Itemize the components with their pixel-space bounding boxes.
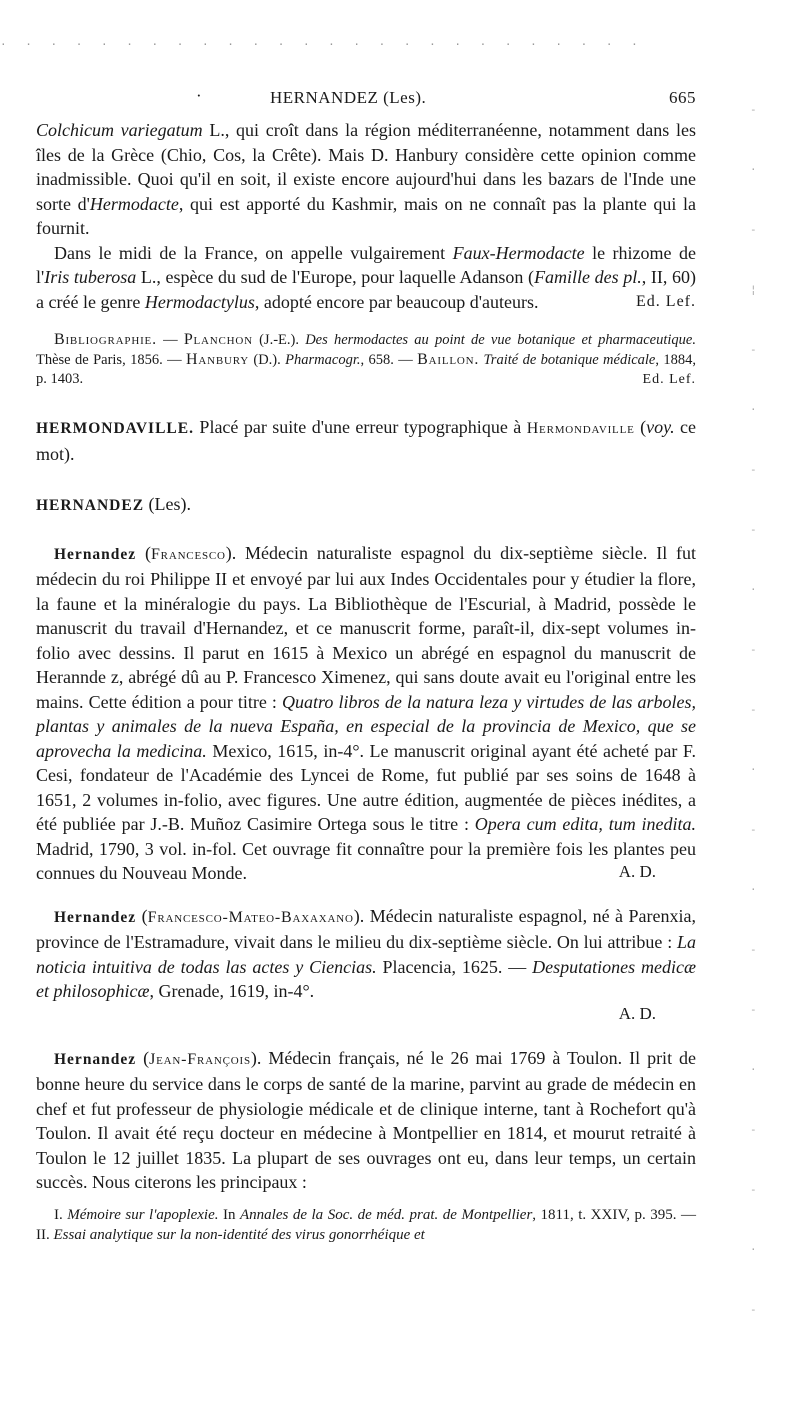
entry-hernandez-mateo [36, 904, 696, 1004]
text-run: Mexico, 1615, in-4°. Le manuscrit original ayant été acheté par F. Cesi, fondateur de l'Académie des Lyncei de Rome, fut publié par ses soins de 1648 à 1651, 2 volumes in-folio, avec figures. Une autre édition, augmentée de pièces inédites, a été publiée par J.-B. Muñoz Casimire Ortega sous le titre : [36, 740, 696, 834]
text-run: In [218, 1206, 241, 1223]
bibliography-jean-francois [36, 1205, 696, 1245]
text-run: L., espèce du sud de l'Europe, pour laquelle Adanson ( [136, 267, 535, 287]
scan-noise-top: · · · · · · · · · · · · · · · · · · · · · · · · · · [0, 38, 644, 51]
document-page [36, 88, 696, 1245]
text-run: , 1884, p. 1403. [36, 352, 697, 387]
heading-hernandez-les [36, 492, 696, 519]
text-run: Colchicum variegatum [36, 120, 203, 140]
text-run: Hernandez [54, 1050, 137, 1068]
text-run: Faux-Hermodacte [452, 242, 585, 263]
text-run: Des hermodactes au point de vue botanique et pharmaceutique. [305, 332, 696, 348]
page-number: 665 [669, 88, 696, 107]
text-run: Quatro libros de la natura leza y virtudes de las arboles, plantas y animales de la nueva España, en especial de la provincia de Mexico, que se aprovecha la medicina. [36, 691, 696, 761]
header-dot: · [196, 86, 203, 105]
text-run: , qui est apporté du Kashmir, mais on ne connaît pas la plante qui la fournit. [36, 193, 696, 238]
running-title: HERNANDEZ (Les). [270, 88, 427, 107]
text-run: Hermondaville [526, 420, 635, 437]
text-run: HERNANDEZ [36, 497, 145, 514]
text-run: Hernandez [54, 908, 137, 926]
text-run: Desputationes medicæ et philosophicæ [36, 956, 696, 1001]
text-run: Hermodacte [89, 193, 179, 214]
text-run: Mémoire sur l'apoplexie. [67, 1206, 219, 1223]
text-run: , 1811, t. XXIV, p. 395. — II. [36, 1206, 697, 1243]
text-run: Essai analytique sur la non-identité des virus gonorrhéique et [53, 1226, 425, 1243]
signature-ed-lef-biblio: Ed. Lef. [642, 372, 696, 387]
signature-a-d-1: A. D. [618, 861, 656, 881]
text-run: Thèse de Paris, 1856. — [36, 352, 186, 368]
text-run: ce mot). [36, 417, 697, 464]
text-run: ). Médecin naturaliste espagnol du dix-septième siècle. Il fut médecin du roi Philippe II et envoyé par lui aux Indes Occidentales pour y étudier la flore, la faune et la minéralogie du pays. La Bibliothèque de l'Escurial, à Madrid, possède le manuscrit du travail d'Hernandez, et ce manuscrit forme, paraît-il, dix-sept volumes in-folio avec dessins. Il parut en 1615 à Mexico un abrégé en espagnol du manuscrit de Herannde z, abrégé dû au P. Francesco Ximenez, qui sans doute avait eu l'original entre les mains. Cette édition a pour titre : [36, 542, 696, 712]
scan-noise-margin: - · - ¦ - · - - · - - · - · - - · - - · - [750, 103, 757, 1316]
text-run: Hermodactylus [144, 291, 255, 312]
text-run: — [156, 332, 184, 348]
text-run: ( [136, 905, 148, 926]
text-run: , 658. — [360, 352, 418, 368]
text-run: (D.). [249, 352, 286, 368]
running-header [36, 88, 696, 118]
text-run: I. [54, 1206, 68, 1223]
text-run: Iris tuberosa [44, 267, 137, 287]
paragraph-faux-hermodacte [36, 241, 696, 315]
bibliography-hermodacte [36, 330, 696, 389]
text-run: ). Médecin naturaliste espagnol, né à Parenxia, province de l'Estramadure, vivait dans le milieu du dix-septième siècle. On lui attribue : [36, 905, 696, 952]
text-run: Planchon [183, 331, 253, 348]
text-run: Pharmacogr. [285, 352, 361, 368]
text-run: ( [136, 542, 151, 563]
text-run: Francesco-Mateo-Baxaxano [147, 908, 354, 926]
text-run: Famille des pl. [534, 267, 642, 287]
text-run: Traité de botanique médicale [483, 352, 656, 368]
text-run: Bibliographie. [54, 331, 157, 348]
entry-hernandez-jean-francois [36, 1046, 696, 1195]
text-run: Baillon. [417, 351, 480, 368]
text-run: (Les). [144, 494, 192, 514]
text-run: L., qui croît dans la région méditerranéenne, notamment dans les îles de la Grèce (Chio, Cos, la Crête). Mais D. Hanbury considère cette opinion comme inadmissible. Quoi qu'il en soit, il existe encore aujourd'hui dans les bazars de l'Inde une sorte d' [36, 120, 696, 214]
text-run: Dans le midi de la France, on appelle vulgairement [54, 242, 453, 263]
text-run: , II, 60) a créé le genre [36, 267, 697, 312]
text-run: ( [634, 417, 647, 437]
text-run: , Grenade, 1619, in-4°. [149, 981, 315, 1001]
text-run: HERMONDAVILLE. [36, 420, 194, 437]
entry-hermondaville [36, 415, 696, 466]
entry-hernandez-francesco [36, 541, 696, 886]
text-run: Hernandez [54, 545, 137, 563]
text-run: voy. [646, 417, 675, 437]
paragraph-faux-hermodacte-text [36, 243, 696, 312]
paragraph-colchicum [36, 118, 696, 241]
text-run: Hanbury [186, 351, 249, 368]
text-run: Placencia, 1625. — [376, 956, 533, 977]
signature-a-d-2: A. D. [618, 1003, 656, 1023]
text-run: ( [136, 1047, 150, 1068]
bibliography-hermodacte-text [36, 332, 696, 387]
text-run: Madrid, 1790, 3 vol. in-fol. Cet ouvrage fit connaître pour la première fois les plantes peu connues du Nouveau Monde. [36, 838, 696, 883]
signature-ed-lef: Ed. Lef. [636, 292, 696, 310]
text-run: Placé par suite d'une erreur typographique à [193, 417, 527, 437]
text-run: , adopté encore par beaucoup d'auteurs. [254, 291, 539, 312]
text-run: Annales de la Soc. de méd. prat. de Montpellier [240, 1206, 533, 1223]
text-run: (J.-E.). [252, 332, 306, 348]
text-run: Francesco [150, 545, 226, 563]
text-run: Jean-François [149, 1050, 251, 1068]
text-run: Opera cum edita, tum inedita. [474, 814, 696, 834]
text-run: le rhizome de l' [36, 242, 696, 287]
text-run: La noticia intuitiva de todas las actes y Ciencias. [36, 932, 696, 977]
text-run: ). Médecin français, né le 26 mai 1769 à Toulon. Il prit de bonne heure du service dans le corps de santé de la marine, parvint au grade de médecin en chef et fut professeur de physiologie médicale et de clinique interne, tant à Rochefort qu'à Toulon. Il avait été reçu docteur en médecine à Montpellier en 1814, et mourut retraité à Toulon le 12 juillet 1835. La plupart de ses ouvrages ont eu, dans leur temps, un certain succès. Nous citerons les principaux : [36, 1047, 696, 1192]
